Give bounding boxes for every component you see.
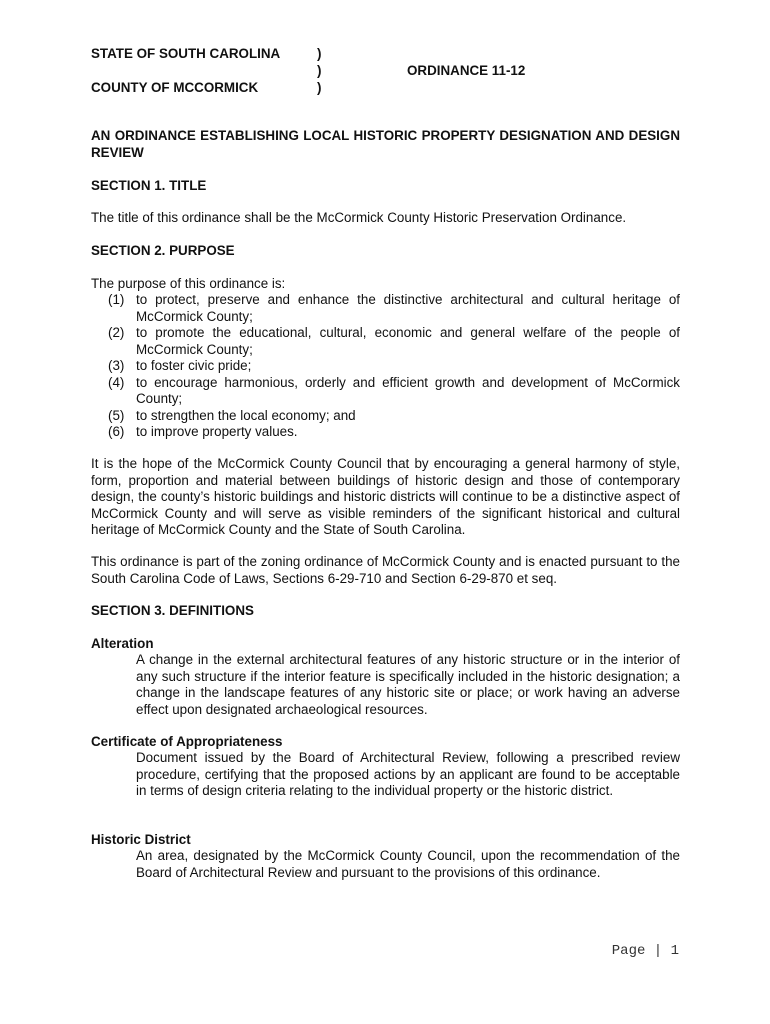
definition-text: Document issued by the Board of Architectural Review, following a prescribed review procedure, certifying that the proposed actions by an applicant are found to be acceptable in terms of design criteria relating to the individual property or the historic district. — [136, 750, 680, 798]
section-3-heading: SECTION 3. DEFINITIONS — [91, 603, 254, 618]
list-item — [108, 424, 680, 441]
section-1-text: The title of this ordinance shall be the McCormick County Historic Preservation Ordinance. — [91, 210, 627, 225]
definition-text: A change in the external architectural features of any historic structure or in the interior of any such structure if the interior feature is specifically included in the historic designation; a change in the landscape features of any historic site or place; or work having an adverse effect upon designated archaeological resources. — [136, 652, 680, 717]
definition-term: Certificate of Appropriateness — [91, 734, 283, 749]
section-2-paragraph: This ordinance is part of the zoning ordinance of McCormick County and is enacted pursuant to the South Carolina Code of Laws, Sections 6-29-710 and Section 6-29-870 et seq. — [91, 554, 680, 586]
caption-paren: ) — [317, 63, 322, 78]
list-number: (1) — [108, 292, 125, 307]
definition-text: An area, designated by the McCormick County Council, upon the recommendation of the Board of Architectural Review and pursuant to the provisions of this ordinance. — [136, 848, 680, 880]
caption-county: COUNTY OF MCCORMICK — [91, 80, 259, 95]
section-2-intro: The purpose of this ordinance is: — [91, 276, 286, 291]
list-number: (5) — [108, 407, 125, 423]
list-text: to improve property values. — [136, 424, 298, 439]
document-title: AN ORDINANCE ESTABLISHING LOCAL HISTORIC PROPERTY DESIGNATION AND DESIGN REVIEW — [91, 128, 680, 160]
list-number: (3) — [108, 358, 125, 373]
list-item — [108, 408, 680, 425]
purpose-list — [108, 292, 680, 441]
definition-term: Historic District — [91, 832, 191, 847]
section-2-paragraph: It is the hope of the McCormick County Council that by encouraging a general harmony of style, form, proportion and material between buildings of historic design and those of contemporary design, the county’s historic buildings and historic districts will continue to be a distinctive aspect of McCormick County and will serve as visible reminders of the significant historical and cultural heritage of McCormick County and the State of South Carolina. — [91, 456, 680, 537]
list-text: to promote the educational, cultural, economic and general welfare of the people of McCormick County; — [136, 325, 680, 357]
list-number: (4) — [108, 374, 125, 390]
list-item — [108, 292, 680, 325]
section-2-heading: SECTION 2. PURPOSE — [91, 243, 235, 258]
list-item — [108, 375, 680, 408]
list-item — [108, 358, 680, 375]
list-text: to encourage harmonious, orderly and efficient growth and development of McCormick County; — [136, 374, 680, 406]
section-1-heading: SECTION 1. TITLE — [91, 178, 207, 193]
list-text: to protect, preserve and enhance the distinctive architectural and cultural heritage of McCormick County; — [136, 292, 680, 324]
caption-paren: ) — [317, 46, 322, 61]
list-number: (6) — [108, 424, 125, 439]
ordinance-number: ORDINANCE 11-12 — [407, 63, 526, 78]
page-number: Page | 1 — [611, 943, 679, 959]
list-text: to strengthen the local economy; and — [136, 407, 356, 423]
caption-paren: ) — [317, 80, 322, 95]
list-number: (2) — [108, 325, 125, 340]
definition-term: Alteration — [91, 636, 154, 651]
list-item — [108, 325, 680, 358]
caption-state: STATE OF SOUTH CAROLINA — [91, 46, 281, 61]
list-text: to foster civic pride; — [136, 358, 252, 373]
